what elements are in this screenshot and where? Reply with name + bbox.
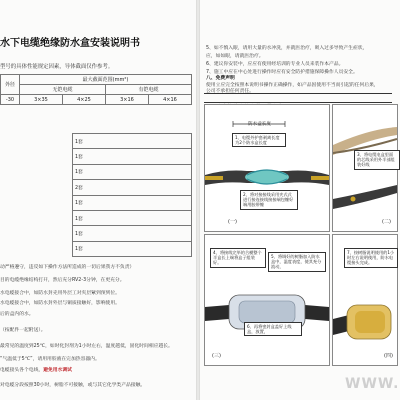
parts-row: 1套 [73,241,192,256]
disclaimer-line: 公司不承担任何责任。 [206,89,254,94]
spec-group-unarmored: 无铠电缆 [20,85,106,95]
spec-row-label: -30 [1,95,20,105]
spec-col-head: 外径 [1,75,20,95]
diagram-label: 7、按树脂说明使用的1小时左右说明使用，防水电缆接头完成。 [344,248,398,268]
spec-group-armored: 有铠电缆 [106,85,192,95]
note-line: 动严格遵守，违反如下操作方法所造成的一切后果我方不负责） [0,265,135,270]
spec-cell: 4×16 [149,95,192,105]
right-note: 6、建议你安装中，应应有使用经培训的专业人员来装作本产品。 [206,62,344,67]
step-number: (一) [228,219,237,225]
right-note: 5、如不慎入眼，请用大量的水冲洗，并就医治疗，吸入过多导致产生症状， [206,46,368,51]
parts-row: 1套 [73,134,192,149]
parts-row: 2套 [73,180,192,195]
disclaimer-heading: 八、免费声明 [206,76,235,81]
doc-title: 水下电缆绝缘防水盒安装说明书 [0,38,140,49]
spec-cell: 3×16 [106,95,149,105]
spec-table [0,74,192,105]
note-line: （按配件一起附送）。 [0,328,46,333]
note-line: 目的电缆绝缘结构打开，然后充分RV2-3分钟，在更充分。 [0,278,125,283]
note-text: 电缆接头各个电线， [0,368,44,373]
note-line: “气温低于5℃”，请用用胶液在完加热容器内。 [0,357,100,362]
parts-row: 1套 [73,195,192,210]
note-line: 最常见的温度到25℃，如时化封剂为1小时左右，温度越低，固化时间相应越长。 [0,344,173,349]
diagram-label: 1、电缆外护套剥离长度为2个防水盒长度 [232,133,286,147]
parts-table [72,133,192,257]
parts-row: 1套 [73,149,192,164]
spec-cell: 4×25 [63,95,106,105]
note-line: 水电缆接合中，如防水封外层与铜质接触好，影响使用。 [0,301,120,306]
spec-cell: 3×35 [20,95,63,105]
note-warning: 避免用水调试 [43,368,72,373]
note-line: 水电缆接合中，如防水封壳用外层工对夹层紧到预到位。 [0,291,120,296]
parts-row: 1套 [73,164,192,179]
diagram-label: 5、将调好的树脂加入防水盒中，温度表度，使其充分流动， [268,252,326,272]
section-header [204,93,392,103]
note-line: 后的盒内的水。 [0,312,34,317]
parts-row: 1套 [73,226,192,241]
note-line: 对电缆分段按照30小时，树脂不可接触，或与其它化学类产品接触。 [0,383,146,388]
parts-row: 1套 [73,210,192,225]
step-number: (四) [384,353,393,359]
step-number: (二) [382,219,391,225]
disclaimer-line: 使用立应完全按照本说明书操作正确操作，如产品因使用不当而引起的任何后果， [206,83,379,88]
diagram-label: 6、再将密封盒盖好上线盒，放置， [244,322,302,336]
right-note: 7、施工中应在中心处进行操作时应有安全防护措施保障操作人员安全。 [206,70,358,75]
diagram-label: 3、将电缆电盒里面的芯线采用外半部组装好线 [354,150,400,170]
diagram-box-head: 防水盒长度 [248,122,271,127]
left-page [0,0,196,400]
step-number: (三) [212,353,221,359]
spec-head: 最大截面范围(mm²) [20,75,192,85]
right-note: 应，如如眼，请就医治疗。 [206,54,264,59]
diagram-label: 2、将对接接线采用夹式式进行接连接线接接端包缠好端用胶带缠 [240,190,298,210]
doc-subtitle: 型号的具体性能规定因素，导体截面仅作参考。 [0,64,114,70]
note-line-warning [0,366,72,373]
diagram-label: 4、将接线完毕的合模整个半盒长上端将盒子组装好。 [210,248,266,268]
watermark: WWW. [345,376,400,392]
